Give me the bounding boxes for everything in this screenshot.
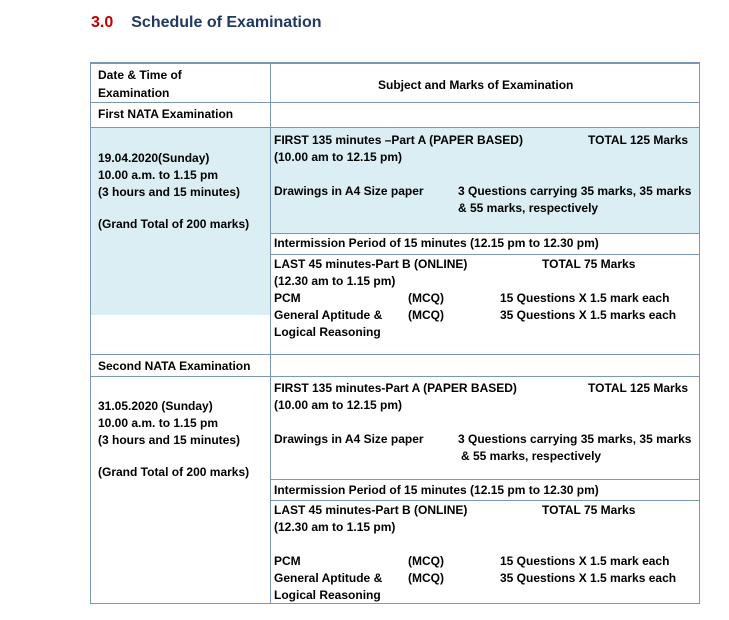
ga-questions: 35 Questions X 1.5 marks each: [500, 308, 677, 322]
pcm-label: PCM: [274, 554, 301, 568]
exam-name: Second NATA Examination: [98, 359, 251, 373]
intermission: Intermission Period of 15 minutes (12.15 pm to 12.30 pm): [274, 236, 599, 250]
exam-duration: (3 hours and 15 minutes): [98, 433, 241, 447]
part-b-time: (12.30 am to 1.15 pm): [274, 520, 396, 534]
ga-label-line1: General Aptitude &: [274, 571, 383, 585]
part-a-time: (10.00 am to 12.15 pm): [274, 150, 403, 164]
drawings-questions-cont: & 55 marks, respectively: [458, 201, 599, 215]
section-number: 3.0: [91, 14, 114, 31]
header-date-line1: Date & Time of: [98, 68, 182, 82]
exam-schedule-table: [90, 62, 700, 604]
part-b-time: (12.30 am to 1.15 pm): [274, 274, 396, 288]
part-b-title: LAST 45 minutes-Part B (ONLINE): [274, 257, 468, 271]
drawings-questions: 3 Questions carrying 35 marks, 35 marks: [458, 432, 692, 446]
pcm-type: (MCQ): [408, 291, 444, 305]
part-a-title: FIRST 135 minutes –Part A (PAPER BASED): [274, 133, 523, 147]
exam-grand-total: (Grand Total of 200 marks): [98, 465, 250, 479]
part-a-total: TOTAL 125 Marks: [588, 133, 689, 147]
ga-label-line1: General Aptitude &: [274, 308, 383, 322]
exam-grand-total: (Grand Total of 200 marks): [98, 217, 250, 231]
header-date-line2: Examination: [98, 86, 170, 100]
part-b-title: LAST 45 minutes-Part B (ONLINE): [274, 503, 468, 517]
pcm-label: PCM: [274, 291, 301, 305]
part-a-time: (10.00 am to 12.15 pm): [274, 398, 403, 412]
section-title: Schedule of Examination: [131, 14, 322, 31]
exam-time: 10.00 a.m. to 1.15 pm: [98, 168, 219, 182]
exam-time: 10.00 a.m. to 1.15 pm: [98, 416, 219, 430]
drawings-label: Drawings in A4 Size paper: [274, 184, 424, 198]
ga-label-line2: Logical Reasoning: [274, 325, 381, 339]
ga-type: (MCQ): [408, 308, 444, 322]
drawings-label: Drawings in A4 Size paper: [274, 432, 424, 446]
part-a-title: FIRST 135 minutes-Part A (PAPER BASED): [274, 381, 517, 395]
exam-date: 19.04.2020(Sunday): [98, 151, 210, 165]
part-b-total: TOTAL 75 Marks: [542, 503, 636, 517]
exam-duration: (3 hours and 15 minutes): [98, 185, 241, 199]
pcm-questions: 15 Questions X 1.5 mark each: [500, 291, 670, 305]
ga-label-line2: Logical Reasoning: [274, 588, 381, 602]
exam-date: 31.05.2020 (Sunday): [98, 399, 213, 413]
header-subject: Subject and Marks of Examination: [378, 78, 574, 92]
pcm-questions: 15 Questions X 1.5 mark each: [500, 554, 670, 568]
part-b-total: TOTAL 75 Marks: [542, 257, 636, 271]
exam-name: First NATA Examination: [98, 107, 234, 121]
intermission: Intermission Period of 15 minutes (12.15 pm to 12.30 pm): [274, 483, 599, 497]
ga-type: (MCQ): [408, 571, 444, 585]
drawings-questions-cont: & 55 marks, respectively: [461, 449, 602, 463]
section-heading: [91, 14, 322, 32]
drawings-questions: 3 Questions carrying 35 marks, 35 marks: [458, 184, 692, 198]
part-a-total: TOTAL 125 Marks: [588, 381, 689, 395]
pcm-type: (MCQ): [408, 554, 444, 568]
ga-questions: 35 Questions X 1.5 marks each: [500, 571, 677, 585]
